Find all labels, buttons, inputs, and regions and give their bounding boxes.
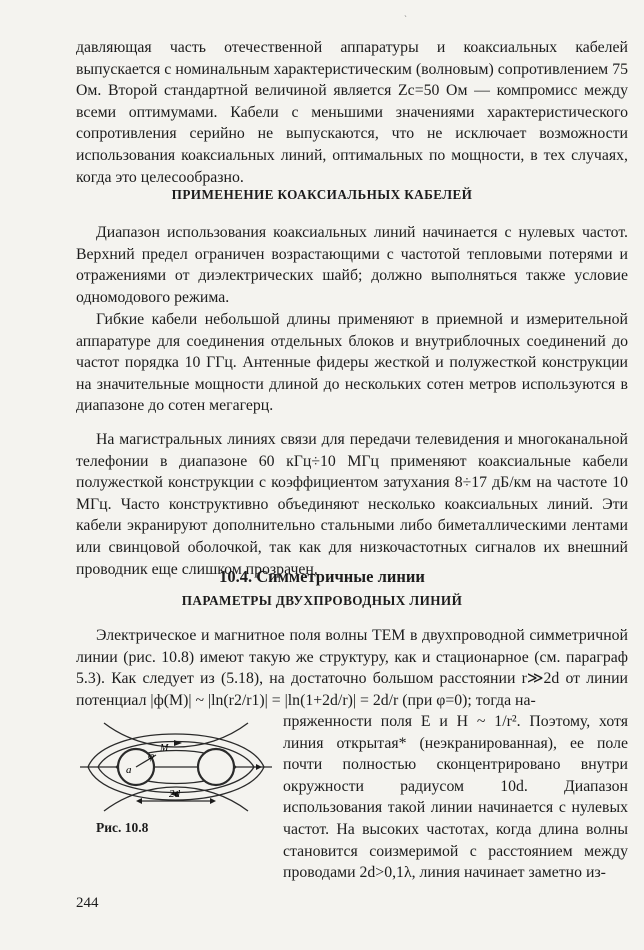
right-conductor	[198, 749, 234, 785]
paragraph-field-decay: пряженности поля E и H ~ 1/r². Поэтому, хотя линия открытая* (неэкранированная), ее поле почти полностью сконцентрировано внутри окружности радиусом 10d. Диапазон использования такой линии начинается с нулевых частот. На высоких частотах, когда длина волны становится соизмеримой с расстоянием между проводами 2d>0,1λ, линия начинает заметно из-	[283, 713, 628, 882]
page-number: 244	[76, 895, 99, 911]
arrow-marker	[210, 798, 216, 804]
figure-10-8-two-wire-field	[76, 715, 276, 815]
section-title: 10.4. Симметричные линии	[219, 567, 425, 586]
paragraph-tem-field: Электрическое и магнитное поля волны ТЕМ в двухпроводной симметричной линии (рис. 10.8) имеют такую же структуру, как и стационарное (см. параграф 5.3). Как следует из (5.18), на достаточно большом расстоянии r≫2d от линии потенциал |ф(M)| ~ |ln(r2/r1)| = |ln(1+2d/r)| = 2d/r (при φ=0); тогда на-	[76, 627, 628, 709]
arrow-marker	[136, 798, 142, 804]
paragraph-coax-impedance: давляющая часть отечественной аппаратуры и коаксиальных кабелей выпускается с номинальным характеристическим (волновым) сопротивлением 75 Ом. Второй стандартной величиной является Zc=50 Ом — компромисс между всеми оптимумами. Кабели с меньшими значениями характеристического сопротивления серийно не выпускаются, что не исключает возможности использования коаксиальных линий, оптимальных по мощности, в тех случаях, когда это целесообразно.	[76, 39, 628, 186]
label-phi: φ	[148, 750, 155, 762]
paragraph-trunk-lines: На магистральных линиях связи для передачи телевидения и многоканальной телефонии в диапазоне 60 кГц÷10 МГц применяют коаксиальные кабели полужесткой конструкции с коэффициентом затухания 8÷17 дБ/км на частоте 10 МГц. Часто конструктивно объединяют несколько коаксиальных линий. Эти кабели экранируют дополнительно стальными либо биметаллическими лентами или свинцовой оболочкой, так как для низкочастотных сигналов их внешний проводник еще слишком прозрачен.	[76, 431, 628, 578]
heading-two-wire-params: ПАРАМЕТРЫ ДВУХПРОВОДНЫХ ЛИНИЙ	[181, 593, 463, 608]
label-2d: 2d	[169, 788, 180, 800]
heading-coax-applications: ПРИМЕНЕНИЕ КОАКСИАЛЬНЫХ КАБЕЛЕЙ	[171, 187, 473, 202]
label-M: M	[160, 743, 169, 754]
paragraph-frequency-range: Диапазон использования коаксиальных линий начинается с нулевых частот. Верхний предел ограничен возрастающими с частотой тепловыми потерями и отражениями от диэлектрических шайб; должно выполняться также условие одномодового режима.	[76, 224, 628, 306]
paragraph-flexible-cables: Гибкие кабели небольшой длины применяют в приемной и измерительной аппаратуре для соединения отдельных блоков и внутриблочных соединений до частот порядка 10 ГГц. Антенные фидеры жесткой и полужесткой конструкции на значительные мощности длиной до нескольких сотен метров используются в диапазоне до сотен мегагерц.	[76, 311, 628, 415]
label-a: a	[126, 764, 132, 776]
figure-caption: Рис. 10.8	[96, 820, 149, 835]
top-mark: `	[404, 14, 407, 24]
arrow-marker	[256, 764, 262, 770]
